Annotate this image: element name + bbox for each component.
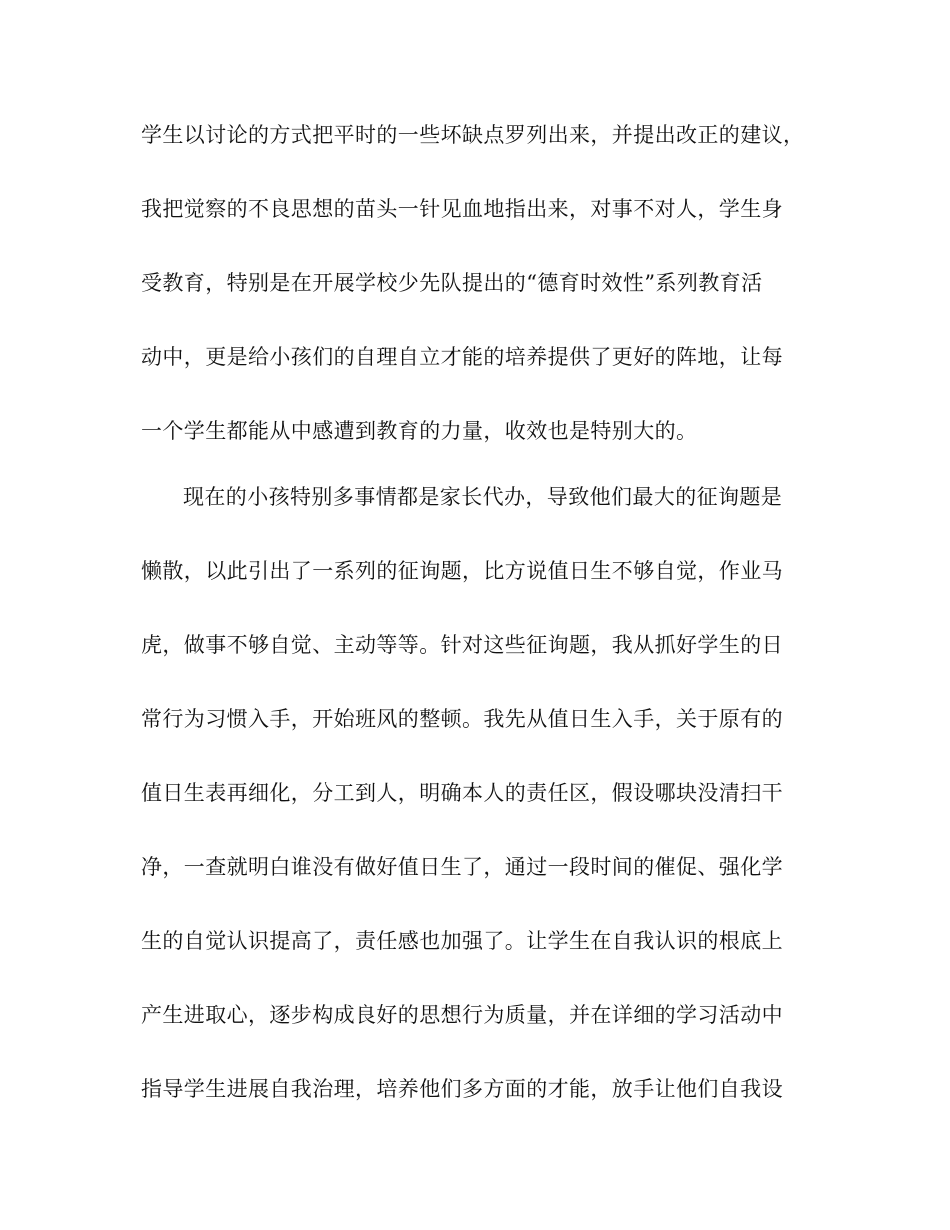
text-line: 净，一查就明白谁没有做好值日生了，通过一段时间的催促、强化学 [141, 855, 783, 879]
text-line: 值日生表再细化，分工到人，明确本人的责任区，假设哪块没清扫干 [141, 781, 783, 805]
text-line: 动中，更是给小孩们的自理自立才能的培养提供了更好的阵地，让每 [141, 345, 783, 369]
text-line: 指导学生进展自我治理，培养他们多方面的才能，放手让他们自我设 [141, 1077, 783, 1101]
text-line: 学生以讨论的方式把平时的一些坏缺点罗列出来，并提出改正的建议， [141, 123, 805, 147]
text-line: 受教育，特别是在开展学校少先队提出的“德育时效性”系列教育活 [141, 271, 763, 295]
text-line: 虎，做事不够自觉、主动等等。针对这些征询题，我从抓好学生的日 [141, 633, 783, 657]
text-line: 一个学生都能从中感遭到教育的力量，收效也是特别大的。 [141, 419, 698, 443]
text-line: 我把觉察的不良思想的苗头一针见血地指出来，对事不对人，学生身 [141, 197, 783, 221]
paragraph-first-line: 现在的小孩特别多事情都是家长代办，导致他们最大的征询题是 [183, 485, 783, 509]
text-line: 生的自觉认识提高了，责任感也加强了。让学生在自我认识的根底上 [141, 929, 783, 953]
text-line: 懒散，以此引出了一系列的征询题，比方说值日生不够自觉，作业马 [141, 559, 783, 583]
text-line: 产生进取心，逐步构成良好的思想行为质量，并在详细的学习活动中 [141, 1003, 783, 1027]
text-line: 常行为习惯入手，开始班风的整顿。我先从值日生入手，关于原有的 [141, 707, 783, 731]
